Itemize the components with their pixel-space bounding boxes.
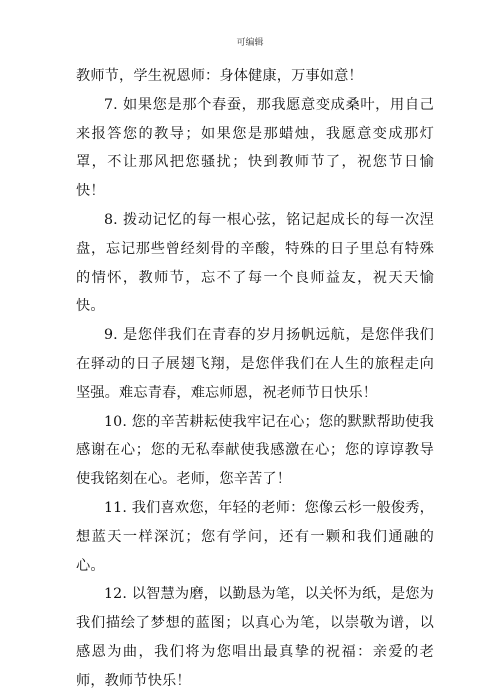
paragraph-12: 12. 以智慧为磨，以勤恳为笔，以关怀为纸，是您为我们描绘了梦想的蓝图；以真心为笔，以崇敬为谱，以感恩为曲，我们将为您唱出最真挚的祝福：亲爱的老师，教师节快乐！ — [76, 586, 434, 689]
paragraph-10: 10. 您的辛苦耕耘使我牢记在心；您的默默帮助使我感谢在心；您的无私奉献使我感激在心；您的谆谆教导使我铭刻在心。老师，您辛苦了！ — [76, 413, 434, 488]
document-body — [76, 62, 434, 696]
paragraph-intro: 教师节，学生祝恩师：身体健康，万事如意！ — [76, 68, 363, 84]
paragraph-7: 7. 如果您是那个春蚕，那我愿意变成桑叶，用自己来报答您的教导；如果您是那蜡烛，我愿意变成那灯罩，不让那风把您骚扰；快到教师节了，祝您节日愉快！ — [76, 96, 434, 200]
paragraph-11: 11. 我们喜欢您，年轻的老师：您像云杉一般俊秀，想蓝天一样深沉；您有学问，还有一颗和我们通融的心。 — [76, 499, 434, 574]
paragraph-8: 8. 拨动记忆的每一根心弦，铭记起成长的每一次涅盘，忘记那些曾经刻骨的辛酸，特殊的日子里总有特殊的情怀，教师节，忘不了每一个良师益友，祝天天愉快。 — [76, 211, 434, 315]
page-header-label: 可编辑 — [236, 38, 264, 48]
paragraph-9: 9. 是您伴我们在青春的岁月扬帆远航，是您伴我们在驿动的日子展翅飞翔，是您伴我们在人生的旅程走向坚强。难忘青春，难忘师恩，祝老师节日快乐！ — [76, 327, 434, 401]
